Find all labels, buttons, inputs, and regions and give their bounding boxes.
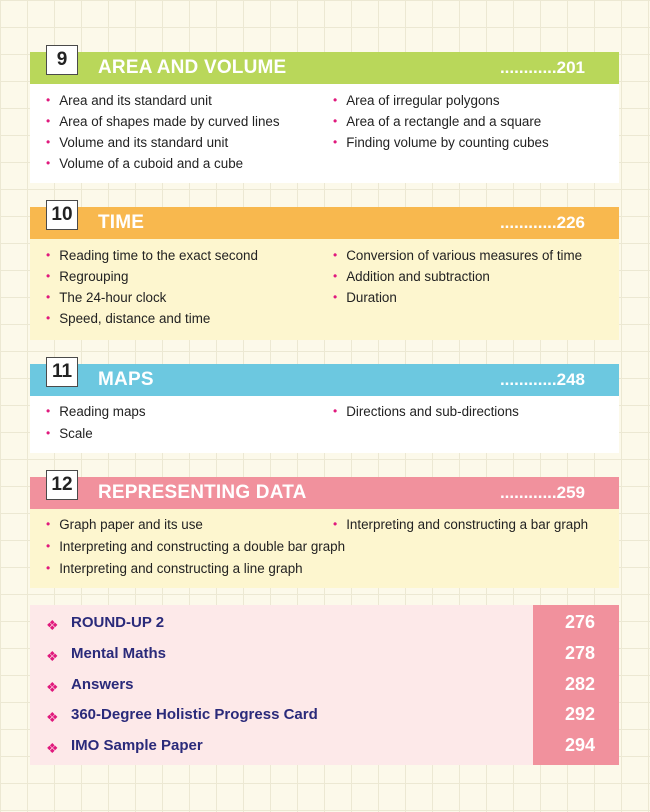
roundup-label: ROUND-UP 2: [71, 614, 165, 631]
diamond-icon: ❖: [46, 740, 59, 756]
bullet-icon: •: [46, 135, 51, 149]
chapter-page: ............248: [499, 370, 585, 389]
chapter-number: 9: [46, 45, 78, 75]
bullet-icon: •: [46, 248, 51, 262]
roundup-item[interactable]: [46, 641, 619, 671]
roundup-item[interactable]: [46, 702, 619, 732]
diamond-icon: ❖: [46, 648, 59, 664]
bullet-icon: •: [333, 248, 338, 262]
bullet-icon: •: [46, 539, 51, 553]
roundup-page: 278: [564, 643, 595, 663]
topic-item[interactable]: • Volume of a cuboid and a cube: [46, 156, 244, 171]
topic-item[interactable]: • Area of a rectangle and a square: [333, 114, 542, 129]
roundup-page: 294: [564, 735, 595, 755]
roundup-item[interactable]: [46, 672, 619, 702]
bullet-icon: •: [333, 114, 338, 128]
roundup-label: 360-Degree Holistic Progress Card: [71, 706, 318, 723]
chapter-header[interactable]: [30, 49, 619, 84]
bullet-icon: •: [333, 290, 338, 304]
chapter-header[interactable]: [30, 474, 619, 509]
chapter-body: [30, 84, 619, 183]
topic-item[interactable]: • Interpreting and constructing a bar graph: [333, 517, 589, 532]
bullet-icon: •: [46, 561, 51, 575]
chapter-header[interactable]: [30, 361, 619, 396]
chapter-body: [30, 396, 619, 453]
bullet-icon: •: [46, 114, 51, 128]
bullet-icon: •: [333, 135, 338, 149]
chapter-page: ............259: [499, 483, 585, 502]
topic-item[interactable]: • Speed, distance and time: [46, 311, 211, 326]
chapter-title: MAPS: [98, 369, 154, 390]
roundup-label: IMO Sample Paper: [71, 737, 203, 754]
topic-item[interactable]: • Reading time to the exact second: [46, 248, 258, 263]
chapter-title: AREA AND VOLUME: [98, 57, 287, 78]
roundup-label: Mental Maths: [71, 645, 167, 662]
diamond-icon: ❖: [46, 709, 59, 725]
bullet-icon: •: [46, 156, 51, 170]
bullet-icon: •: [46, 290, 51, 304]
bullet-icon: •: [46, 311, 51, 325]
bullet-icon: •: [46, 517, 51, 531]
bullet-icon: •: [333, 269, 338, 283]
bullet-icon: •: [46, 93, 51, 107]
roundup-item[interactable]: [46, 733, 619, 763]
topic-item[interactable]: • Area and its standard unit: [46, 93, 212, 108]
topic-item[interactable]: • Graph paper and its use: [46, 517, 203, 532]
diamond-icon: ❖: [46, 679, 59, 695]
topic-item[interactable]: • The 24-hour clock: [46, 290, 167, 305]
diamond-icon: ❖: [46, 617, 59, 633]
topic-item[interactable]: • Duration: [333, 290, 397, 305]
chapter-title: TIME: [98, 212, 145, 233]
chapter-body: [30, 509, 619, 588]
bullet-icon: •: [46, 269, 51, 283]
topic-item[interactable]: • Finding volume by counting cubes: [333, 135, 549, 150]
roundup-label: Answers: [71, 676, 134, 693]
topic-item[interactable]: • Interpreting and constructing a double bar graph: [46, 539, 346, 554]
topic-item[interactable]: • Regrouping: [46, 269, 129, 284]
topic-item[interactable]: • Addition and subtraction: [333, 269, 490, 284]
bullet-icon: •: [46, 426, 51, 440]
topic-item[interactable]: • Area of shapes made by curved lines: [46, 114, 280, 129]
bullet-icon: •: [46, 404, 51, 418]
chapter-number: 10: [46, 200, 78, 230]
chapter-number: 11: [46, 357, 78, 387]
chapter-header[interactable]: [30, 204, 619, 239]
roundup-item[interactable]: [46, 610, 619, 640]
chapter-title: REPRESENTING DATA: [98, 482, 307, 503]
topic-item[interactable]: • Area of irregular polygons: [333, 93, 500, 108]
roundup-page: 276: [564, 612, 595, 632]
bullet-icon: •: [333, 517, 338, 531]
topic-item[interactable]: • Conversion of various measures of time: [333, 248, 583, 263]
topic-item[interactable]: • Scale: [46, 426, 93, 441]
roundup-page: 292: [564, 704, 595, 724]
roundup-page: 282: [564, 674, 595, 694]
roundup-section: [30, 605, 619, 765]
topic-item[interactable]: • Reading maps: [46, 404, 146, 419]
topic-item[interactable]: • Interpreting and constructing a line graph: [46, 561, 303, 576]
bullet-icon: •: [333, 93, 338, 107]
chapter-page: ............201: [499, 58, 585, 77]
chapter-number: 12: [46, 470, 78, 500]
chapter-page: ............226: [499, 213, 585, 232]
topic-item[interactable]: • Directions and sub-directions: [333, 404, 519, 419]
bullet-icon: •: [333, 404, 338, 418]
topic-item[interactable]: • Volume and its standard unit: [46, 135, 229, 150]
chapter-body: [30, 239, 619, 340]
